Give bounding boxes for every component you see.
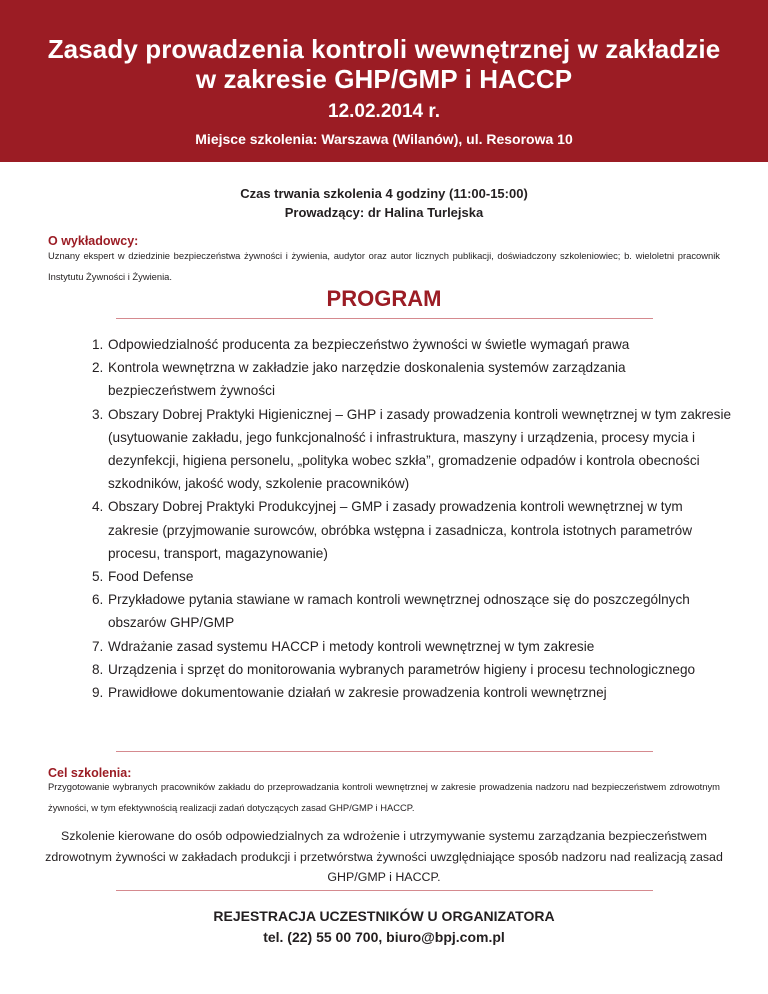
training-location: Miejsce szkolenia: Warszawa (Wilanów), ul. Resorowa 10 [195,131,573,147]
registration-divider [116,890,653,891]
program-divider [116,318,653,319]
session-duration: Czas trwania szkolenia 4 godziny (11:00-15:00) [240,186,528,201]
title-line-2: w zakresie GHP/GMP i HACCP [195,64,573,94]
program-item-text: Wdrażanie zasad systemu HACCP i metody kontroli wewnętrznej w tym zakresie [108,638,595,654]
program-list [92,333,732,704]
program-item [92,333,732,356]
title-line-1: Zasady prowadzenia kontroli wewnętrznej w zakładzie [47,34,721,64]
program-item-number: 3. [92,406,104,422]
program-item [92,403,732,496]
program-item-text: Kontrola wewnętrzna w zakładzie jako narzędzie doskonalenia systemów zarządzania bezpieczeństwem żywności [108,360,626,399]
program-item [92,565,732,588]
header-banner [0,0,768,162]
program-item-number: 8. [92,661,104,677]
program-item [92,588,732,634]
program-heading: PROGRAM [326,286,442,311]
program-item-text: Prawidłowe dokumentowanie działań w zakresie prowadzenia kontroli wewnętrznej [108,685,607,701]
program-item-text: Obszary Dobrej Praktyki Produkcyjnej – GMP i zasady prowadzenia kontroli wewnętrznej w tym zakresie (przyjmowanie surowców, obróbka wstępna i zasadnicza, kontrola istotnych parametrów procesu, transport, magazynowanie) [108,499,693,561]
goal-description: Przygotowanie wybranych pracowników zakładu do przeprowadzania kontroli wewnętrznej w zakresie prowadzenia nadzoru nad bezpieczeństwem zdrowotnym żywności, w tym efektywnością realizacji zadań dotyczących zasad GHP/GMP i HACCP. [48,781,720,813]
registration-contact[interactable]: tel. (22) 55 00 700, biuro@bpj.com.pl [263,929,505,945]
session-trainer: Prowadzący: dr Halina Turlejska [284,205,484,220]
training-date: 12.02.2014 r. [328,101,440,122]
program-item-number: 6. [92,592,104,608]
program-item-text: Obszary Dobrej Praktyki Higienicznej – GHP i zasady prowadzenia kontroli wewnętrznej w tym zakresie (usytuowanie zakładu, jego funkcjonalność i infrastruktura, maszyny i urządzenia, procesy mycia i dezynfekcji, higiena personelu, „polityka wobec szkła”, gromadzenie odpadów i kontrola obecności szkodników, jakość wody, szkolenie pracowników) [108,406,732,492]
lecturer-label: O wykładowcy: [48,234,139,248]
program-item-number: 4. [92,499,104,515]
program-item [92,681,732,704]
program-item-text: Urządzenia i sprzęt do monitorowania wybranych parametrów higieny i procesu technologicznego [108,661,696,677]
program-item-number: 7. [92,638,104,654]
lecturer-description: Uznany ekspert w dziedzinie bezpieczeństwa żywności i żywienia, audytor oraz autor licznych publikacji, doświadczony szkoleniowiec; b. wieloletni pracownik Instytutu Żywności i Żywienia. [48,250,720,282]
program-item-text: Odpowiedzialność producenta za bezpieczeństwo żywności w świetle wymagań prawa [108,337,630,352]
goal-label: Cel szkolenia: [48,766,132,780]
registration-heading: REJESTRACJA UCZESTNIKÓW U ORGANIZATORA [213,908,555,924]
program-item [92,635,732,658]
program-item-number: 9. [92,685,104,701]
session-info [0,184,768,222]
program-item-text: Food Defense [108,569,194,585]
program-item-number: 1. [92,337,104,352]
target-audience: Szkolenie kierowane do osób odpowiedzialnych za wdrożenie i utrzymywanie systemu zarządzania bezpieczeństwem zdrowotnym żywności w zakładach produkcji i przetwórstwa żywności uwzględniające sposób nadzoru nad realizacją zasad GHP/GMP i HACCP. [45,829,723,884]
registration-info [0,906,768,948]
training-title [0,34,768,94]
program-item [92,495,732,565]
program-item-number: 5. [92,569,104,585]
program-item [92,658,732,681]
goal-divider [116,751,653,752]
program-item-text: Przykładowe pytania stawiane w ramach kontroli wewnętrznej odnoszące się do poszczególnych obszarów GHP/GMP [108,592,690,631]
program-item-number: 2. [92,360,104,376]
program-item [92,356,732,402]
